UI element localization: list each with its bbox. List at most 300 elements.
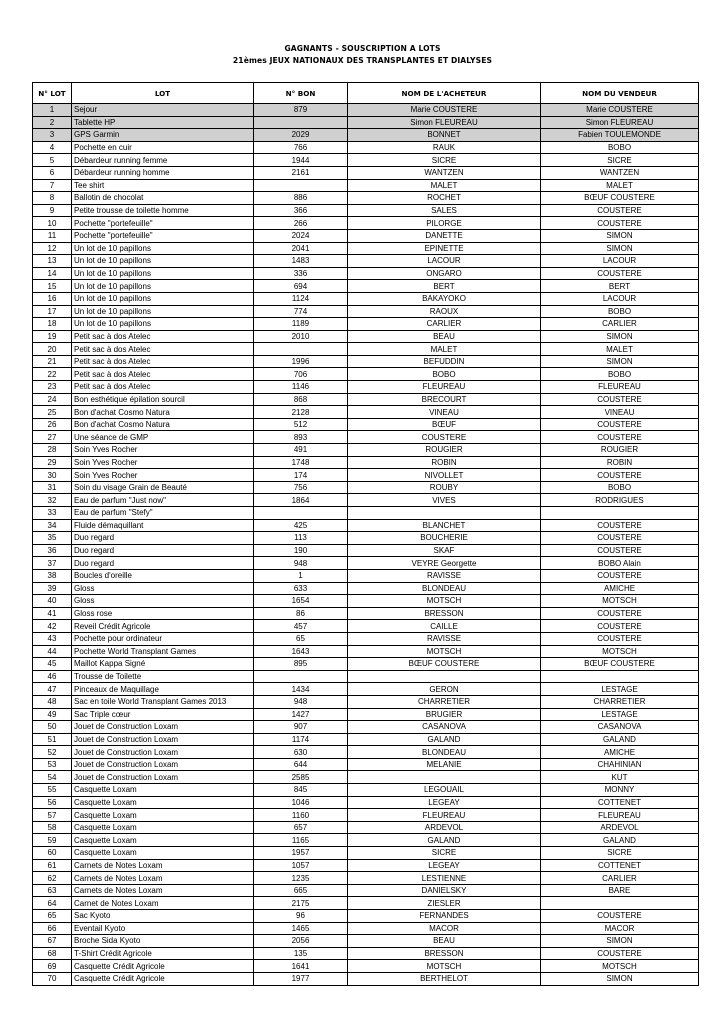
bon-number-cell: 1654 bbox=[254, 595, 348, 608]
lot-name-cell: Débardeur running homme bbox=[72, 166, 254, 179]
lot-name-cell: Jouet de Construction Loxam bbox=[72, 721, 254, 734]
table-row bbox=[33, 972, 699, 985]
lot-name-cell: Petite trousse de toilette homme bbox=[72, 204, 254, 217]
lot-number-cell: 29 bbox=[33, 456, 72, 469]
seller-name-cell: AMICHE bbox=[541, 582, 699, 595]
seller-name-cell: BERT bbox=[541, 280, 699, 293]
table-row bbox=[33, 204, 699, 217]
table-row bbox=[33, 494, 699, 507]
bon-number-cell: 190 bbox=[254, 544, 348, 557]
header-acheteur: NOM DE L'ACHETEUR bbox=[348, 83, 541, 104]
lot-number-cell: 68 bbox=[33, 947, 72, 960]
lot-name-cell: Jouet de Construction Loxam bbox=[72, 733, 254, 746]
table-row bbox=[33, 381, 699, 394]
buyer-name-cell: BEAU bbox=[348, 935, 541, 948]
bon-number-cell: 633 bbox=[254, 582, 348, 595]
table-row bbox=[33, 305, 699, 318]
bon-number-cell: 96 bbox=[254, 910, 348, 923]
lot-number-cell: 48 bbox=[33, 695, 72, 708]
lot-number-cell: 16 bbox=[33, 292, 72, 305]
buyer-name-cell bbox=[348, 670, 541, 683]
lot-name-cell: Casquette Crédit Agricole bbox=[72, 972, 254, 985]
seller-name-cell: MOTSCH bbox=[541, 595, 699, 608]
seller-name-cell: MONNY bbox=[541, 784, 699, 797]
lot-name-cell: Jouet de Construction Loxam bbox=[72, 758, 254, 771]
header-vendeur: NOM DU VENDEUR bbox=[541, 83, 699, 104]
bon-number-cell: 868 bbox=[254, 393, 348, 406]
lot-number-cell: 17 bbox=[33, 305, 72, 318]
lot-number-cell: 70 bbox=[33, 972, 72, 985]
table-row bbox=[33, 620, 699, 633]
table-row bbox=[33, 292, 699, 305]
bon-number-cell: 266 bbox=[254, 217, 348, 230]
lot-name-cell: Casquette Loxam bbox=[72, 796, 254, 809]
lot-name-cell: Un lot de 10 papillons bbox=[72, 305, 254, 318]
lot-name-cell: Un lot de 10 papillons bbox=[72, 267, 254, 280]
lot-name-cell: Petit sac à dos Atelec bbox=[72, 330, 254, 343]
buyer-name-cell: MOTSCH bbox=[348, 595, 541, 608]
buyer-name-cell: BERTHELOT bbox=[348, 972, 541, 985]
lot-name-cell: Maillot Kappa Signé bbox=[72, 658, 254, 671]
lot-number-cell: 51 bbox=[33, 733, 72, 746]
seller-name-cell: SIMON bbox=[541, 242, 699, 255]
lot-name-cell: Carnets de Notes Loxam bbox=[72, 884, 254, 897]
seller-name-cell: CASANOVA bbox=[541, 721, 699, 734]
lot-name-cell: Un lot de 10 papillons bbox=[72, 280, 254, 293]
seller-name-cell: BOBO bbox=[541, 141, 699, 154]
lot-number-cell: 34 bbox=[33, 519, 72, 532]
lot-name-cell: Casquette Loxam bbox=[72, 834, 254, 847]
buyer-name-cell: GERON bbox=[348, 683, 541, 696]
lot-number-cell: 26 bbox=[33, 418, 72, 431]
buyer-name-cell: BOBO bbox=[348, 368, 541, 381]
buyer-name-cell: BLANCHET bbox=[348, 519, 541, 532]
bon-number-cell: 366 bbox=[254, 204, 348, 217]
table-row bbox=[33, 330, 699, 343]
seller-name-cell: COUSTERE bbox=[541, 632, 699, 645]
table-row bbox=[33, 834, 699, 847]
table-row bbox=[33, 632, 699, 645]
bon-number-cell: 425 bbox=[254, 519, 348, 532]
buyer-name-cell: DANETTE bbox=[348, 229, 541, 242]
table-row bbox=[33, 532, 699, 545]
buyer-name-cell: ROCHET bbox=[348, 192, 541, 205]
buyer-name-cell: BEFUDDIN bbox=[348, 355, 541, 368]
bon-number-cell: 1748 bbox=[254, 456, 348, 469]
lot-name-cell: Un lot de 10 papillons bbox=[72, 255, 254, 268]
lot-name-cell: Soin Yves Rocher bbox=[72, 444, 254, 457]
lot-number-cell: 3 bbox=[33, 129, 72, 142]
bon-number-cell: 1146 bbox=[254, 381, 348, 394]
lot-number-cell: 58 bbox=[33, 821, 72, 834]
lot-name-cell: GPS Garmin bbox=[72, 129, 254, 142]
lot-name-cell: Jouet de Construction Loxam bbox=[72, 771, 254, 784]
bon-number-cell: 1427 bbox=[254, 708, 348, 721]
table-row bbox=[33, 456, 699, 469]
table-row bbox=[33, 809, 699, 822]
lot-name-cell: Tablette HP bbox=[72, 116, 254, 129]
lot-name-cell: Casquette Loxam bbox=[72, 821, 254, 834]
lot-number-cell: 62 bbox=[33, 872, 72, 885]
lot-number-cell: 60 bbox=[33, 847, 72, 860]
seller-name-cell: BOBO bbox=[541, 481, 699, 494]
seller-name-cell: COUSTERE bbox=[541, 910, 699, 923]
lot-number-cell: 69 bbox=[33, 960, 72, 973]
bon-number-cell: 1174 bbox=[254, 733, 348, 746]
table-row bbox=[33, 418, 699, 431]
table-row bbox=[33, 897, 699, 910]
lot-number-cell: 65 bbox=[33, 910, 72, 923]
lot-number-cell: 46 bbox=[33, 670, 72, 683]
bon-number-cell: 1160 bbox=[254, 809, 348, 822]
bon-number-cell: 694 bbox=[254, 280, 348, 293]
seller-name-cell: Marie COUSTERE bbox=[541, 104, 699, 117]
seller-name-cell: SIMON bbox=[541, 330, 699, 343]
buyer-name-cell: BOUCHERIE bbox=[348, 532, 541, 545]
lot-name-cell: Petit sac à dos Atelec bbox=[72, 343, 254, 356]
lot-number-cell: 23 bbox=[33, 381, 72, 394]
table-row bbox=[33, 658, 699, 671]
lot-name-cell: Tee shirt bbox=[72, 179, 254, 192]
seller-name-cell: COTTENET bbox=[541, 796, 699, 809]
buyer-name-cell: MELANIE bbox=[348, 758, 541, 771]
seller-name-cell: MOTSCH bbox=[541, 960, 699, 973]
lot-number-cell: 4 bbox=[33, 141, 72, 154]
seller-name-cell: RODRIGUES bbox=[541, 494, 699, 507]
table-row bbox=[33, 859, 699, 872]
seller-name-cell: COUSTERE bbox=[541, 544, 699, 557]
seller-name-cell: COUSTERE bbox=[541, 569, 699, 582]
seller-name-cell: LACOUR bbox=[541, 292, 699, 305]
seller-name-cell: MALET bbox=[541, 343, 699, 356]
lot-name-cell: Fluide démaquillant bbox=[72, 519, 254, 532]
table-row bbox=[33, 670, 699, 683]
seller-name-cell: COUSTERE bbox=[541, 267, 699, 280]
seller-name-cell: BOBO bbox=[541, 368, 699, 381]
buyer-name-cell: LACOUR bbox=[348, 255, 541, 268]
table-row bbox=[33, 695, 699, 708]
buyer-name-cell: MOTSCH bbox=[348, 645, 541, 658]
lot-name-cell: Bon d'achat Cosmo Natura bbox=[72, 418, 254, 431]
lot-number-cell: 14 bbox=[33, 267, 72, 280]
lot-number-cell: 33 bbox=[33, 507, 72, 520]
bon-number-cell: 1189 bbox=[254, 318, 348, 331]
buyer-name-cell: BEAU bbox=[348, 330, 541, 343]
table-row bbox=[33, 947, 699, 960]
lot-name-cell: Un lot de 10 papillons bbox=[72, 242, 254, 255]
bon-number-cell: 1124 bbox=[254, 292, 348, 305]
lot-name-cell: Pochette "portefeuille" bbox=[72, 229, 254, 242]
lot-name-cell: Une séance de GMP bbox=[72, 431, 254, 444]
buyer-name-cell: RAUK bbox=[348, 141, 541, 154]
buyer-name-cell: LEGEAY bbox=[348, 796, 541, 809]
buyer-name-cell: LESTIENNE bbox=[348, 872, 541, 885]
lot-number-cell: 9 bbox=[33, 204, 72, 217]
lot-name-cell: Petit sac à dos Atelec bbox=[72, 355, 254, 368]
lot-number-cell: 63 bbox=[33, 884, 72, 897]
seller-name-cell: COUSTERE bbox=[541, 469, 699, 482]
lot-number-cell: 32 bbox=[33, 494, 72, 507]
seller-name-cell: SICRE bbox=[541, 847, 699, 860]
bon-number-cell: 1957 bbox=[254, 847, 348, 860]
document-title: GAGNANTS - SOUSCRIPTION A LOTS bbox=[284, 44, 441, 53]
seller-name-cell: CHAHINIAN bbox=[541, 758, 699, 771]
lot-number-cell: 45 bbox=[33, 658, 72, 671]
buyer-name-cell bbox=[348, 771, 541, 784]
table-row bbox=[33, 582, 699, 595]
bon-number-cell: 1977 bbox=[254, 972, 348, 985]
seller-name-cell: Simon FLEUREAU bbox=[541, 116, 699, 129]
buyer-name-cell: MALET bbox=[348, 179, 541, 192]
lot-number-cell: 31 bbox=[33, 481, 72, 494]
bon-number-cell: 1944 bbox=[254, 154, 348, 167]
seller-name-cell: BOBO Alain bbox=[541, 557, 699, 570]
buyer-name-cell: RAVISSE bbox=[348, 632, 541, 645]
lot-number-cell: 21 bbox=[33, 355, 72, 368]
seller-name-cell: SIMON bbox=[541, 229, 699, 242]
table-row bbox=[33, 771, 699, 784]
table-row bbox=[33, 229, 699, 242]
buyer-name-cell: BERT bbox=[348, 280, 541, 293]
lot-name-cell: Eau de parfum "Just now" bbox=[72, 494, 254, 507]
bon-number-cell: 2029 bbox=[254, 129, 348, 142]
bon-number-cell: 491 bbox=[254, 444, 348, 457]
seller-name-cell: LACOUR bbox=[541, 255, 699, 268]
table-row bbox=[33, 544, 699, 557]
bon-number-cell: 644 bbox=[254, 758, 348, 771]
lot-name-cell: Duo regard bbox=[72, 544, 254, 557]
bon-number-cell: 1641 bbox=[254, 960, 348, 973]
seller-name-cell: ARDEVOL bbox=[541, 821, 699, 834]
seller-name-cell: COUSTERE bbox=[541, 204, 699, 217]
buyer-name-cell: ARDEVOL bbox=[348, 821, 541, 834]
header-no-lot: N° LOT bbox=[33, 83, 72, 104]
lot-number-cell: 13 bbox=[33, 255, 72, 268]
seller-name-cell: WANTZEN bbox=[541, 166, 699, 179]
buyer-name-cell: ROBIN bbox=[348, 456, 541, 469]
bon-number-cell bbox=[254, 343, 348, 356]
bon-number-cell: 86 bbox=[254, 607, 348, 620]
buyer-name-cell: VINEAU bbox=[348, 406, 541, 419]
lot-name-cell: Sac Kyoto bbox=[72, 910, 254, 923]
lot-name-cell: Un lot de 10 papillons bbox=[72, 292, 254, 305]
table-row bbox=[33, 683, 699, 696]
seller-name-cell: BŒUF COUSTERE bbox=[541, 192, 699, 205]
bon-number-cell: 65 bbox=[254, 632, 348, 645]
buyer-name-cell: CHARRETIER bbox=[348, 695, 541, 708]
seller-name-cell: COUSTERE bbox=[541, 431, 699, 444]
seller-name-cell: SIMON bbox=[541, 355, 699, 368]
table-row bbox=[33, 469, 699, 482]
table-row bbox=[33, 746, 699, 759]
lot-number-cell: 37 bbox=[33, 557, 72, 570]
table-row bbox=[33, 847, 699, 860]
bon-number-cell: 1046 bbox=[254, 796, 348, 809]
lot-name-cell: Casquette Loxam bbox=[72, 847, 254, 860]
lot-name-cell: Casquette Loxam bbox=[72, 809, 254, 822]
buyer-name-cell: DANIELSKY bbox=[348, 884, 541, 897]
lot-name-cell: Bon d'achat Cosmo Natura bbox=[72, 406, 254, 419]
seller-name-cell: MOTSCH bbox=[541, 645, 699, 658]
lot-name-cell: Eventail Kyoto bbox=[72, 922, 254, 935]
bon-number-cell: 2128 bbox=[254, 406, 348, 419]
seller-name-cell: GALAND bbox=[541, 834, 699, 847]
buyer-name-cell: SICRE bbox=[348, 154, 541, 167]
seller-name-cell: COUSTERE bbox=[541, 418, 699, 431]
buyer-name-cell: VIVES bbox=[348, 494, 541, 507]
lot-name-cell: Ballotin de chocolat bbox=[72, 192, 254, 205]
buyer-name-cell: Marie COUSTERE bbox=[348, 104, 541, 117]
buyer-name-cell: COUSTERE bbox=[348, 431, 541, 444]
lot-name-cell: Carnet de Notes Loxam bbox=[72, 897, 254, 910]
table-row bbox=[33, 708, 699, 721]
lot-number-cell: 43 bbox=[33, 632, 72, 645]
table-row bbox=[33, 507, 699, 520]
seller-name-cell: LESTAGE bbox=[541, 683, 699, 696]
lot-name-cell: T-Shirt Crédit Agricole bbox=[72, 947, 254, 960]
buyer-name-cell: MACOR bbox=[348, 922, 541, 935]
buyer-name-cell: BRUGIER bbox=[348, 708, 541, 721]
buyer-name-cell: EPINETTE bbox=[348, 242, 541, 255]
lot-number-cell: 59 bbox=[33, 834, 72, 847]
bon-number-cell bbox=[254, 507, 348, 520]
lot-number-cell: 7 bbox=[33, 179, 72, 192]
bon-number-cell: 879 bbox=[254, 104, 348, 117]
lot-name-cell: Petit sac à dos Atelec bbox=[72, 368, 254, 381]
lot-number-cell: 11 bbox=[33, 229, 72, 242]
lot-name-cell: Pinceaux de Maquillage bbox=[72, 683, 254, 696]
buyer-name-cell: BŒUF COUSTERE bbox=[348, 658, 541, 671]
buyer-name-cell: RAOUX bbox=[348, 305, 541, 318]
lot-number-cell: 35 bbox=[33, 532, 72, 545]
table-row bbox=[33, 406, 699, 419]
lot-number-cell: 38 bbox=[33, 569, 72, 582]
lot-name-cell: Boucles d'oreille bbox=[72, 569, 254, 582]
bon-number-cell: 1465 bbox=[254, 922, 348, 935]
table-row bbox=[33, 318, 699, 331]
buyer-name-cell: GALAND bbox=[348, 834, 541, 847]
bon-number-cell: 774 bbox=[254, 305, 348, 318]
lot-number-cell: 6 bbox=[33, 166, 72, 179]
bon-number-cell: 174 bbox=[254, 469, 348, 482]
table-row bbox=[33, 519, 699, 532]
buyer-name-cell: CARLIER bbox=[348, 318, 541, 331]
seller-name-cell: COUSTERE bbox=[541, 519, 699, 532]
buyer-name-cell: RAVISSE bbox=[348, 569, 541, 582]
buyer-name-cell: WANTZEN bbox=[348, 166, 541, 179]
lot-number-cell: 27 bbox=[33, 431, 72, 444]
bon-number-cell: 630 bbox=[254, 746, 348, 759]
lot-name-cell: Trousse de Toilette bbox=[72, 670, 254, 683]
header-no-bon: N° BON bbox=[254, 83, 348, 104]
seller-name-cell: BOBO bbox=[541, 305, 699, 318]
table-row bbox=[33, 872, 699, 885]
bon-number-cell: 1643 bbox=[254, 645, 348, 658]
buyer-name-cell: FERNANDES bbox=[348, 910, 541, 923]
bon-number-cell: 336 bbox=[254, 267, 348, 280]
seller-name-cell: COUSTERE bbox=[541, 947, 699, 960]
bon-number-cell: 1165 bbox=[254, 834, 348, 847]
lot-number-cell: 39 bbox=[33, 582, 72, 595]
buyer-name-cell: PILORGE bbox=[348, 217, 541, 230]
seller-name-cell bbox=[541, 897, 699, 910]
bon-number-cell: 948 bbox=[254, 557, 348, 570]
bon-number-cell: 512 bbox=[254, 418, 348, 431]
bon-number-cell: 756 bbox=[254, 481, 348, 494]
buyer-name-cell: BŒUF bbox=[348, 418, 541, 431]
lot-name-cell: Sac Triple cœur bbox=[72, 708, 254, 721]
bon-number-cell: 948 bbox=[254, 695, 348, 708]
seller-name-cell: MACOR bbox=[541, 922, 699, 935]
buyer-name-cell: MOTSCH bbox=[348, 960, 541, 973]
lot-name-cell: Eau de parfum "Stefy" bbox=[72, 507, 254, 520]
seller-name-cell: COUSTERE bbox=[541, 620, 699, 633]
buyer-name-cell: SICRE bbox=[348, 847, 541, 860]
lot-number-cell: 5 bbox=[33, 154, 72, 167]
lot-number-cell: 64 bbox=[33, 897, 72, 910]
seller-name-cell: FLEUREAU bbox=[541, 381, 699, 394]
buyer-name-cell: ONGARO bbox=[348, 267, 541, 280]
table-row bbox=[33, 645, 699, 658]
table-row bbox=[33, 595, 699, 608]
table-row bbox=[33, 557, 699, 570]
seller-name-cell: BARE bbox=[541, 884, 699, 897]
table-row bbox=[33, 910, 699, 923]
lot-number-cell: 15 bbox=[33, 280, 72, 293]
lot-name-cell: Pochette en cuir bbox=[72, 141, 254, 154]
table-row bbox=[33, 884, 699, 897]
table-row bbox=[33, 217, 699, 230]
buyer-name-cell: BONNET bbox=[348, 129, 541, 142]
table-row bbox=[33, 280, 699, 293]
seller-name-cell: COTTENET bbox=[541, 859, 699, 872]
table-row bbox=[33, 393, 699, 406]
lot-number-cell: 36 bbox=[33, 544, 72, 557]
buyer-name-cell: BLONDEAU bbox=[348, 582, 541, 595]
buyer-name-cell: Simon FLEUREAU bbox=[348, 116, 541, 129]
buyer-name-cell: BLONDEAU bbox=[348, 746, 541, 759]
lot-name-cell: Un lot de 10 papillons bbox=[72, 318, 254, 331]
table-row bbox=[33, 784, 699, 797]
buyer-name-cell: FLEUREAU bbox=[348, 809, 541, 822]
seller-name-cell: MALET bbox=[541, 179, 699, 192]
bon-number-cell: 1057 bbox=[254, 859, 348, 872]
bon-number-cell bbox=[254, 116, 348, 129]
buyer-name-cell: CAILLE bbox=[348, 620, 541, 633]
bon-number-cell: 113 bbox=[254, 532, 348, 545]
table-row bbox=[33, 431, 699, 444]
seller-name-cell: COUSTERE bbox=[541, 532, 699, 545]
table-row bbox=[33, 104, 699, 117]
buyer-name-cell: GALAND bbox=[348, 733, 541, 746]
bon-number-cell: 893 bbox=[254, 431, 348, 444]
lot-number-cell: 66 bbox=[33, 922, 72, 935]
lot-name-cell: Broche Sida Kyoto bbox=[72, 935, 254, 948]
bon-number-cell: 2585 bbox=[254, 771, 348, 784]
bon-number-cell: 2161 bbox=[254, 166, 348, 179]
table-row bbox=[33, 607, 699, 620]
seller-name-cell: LESTAGE bbox=[541, 708, 699, 721]
bon-number-cell: 2010 bbox=[254, 330, 348, 343]
table-row bbox=[33, 821, 699, 834]
bon-number-cell: 1483 bbox=[254, 255, 348, 268]
lot-number-cell: 20 bbox=[33, 343, 72, 356]
table-row bbox=[33, 343, 699, 356]
document-subtitle: 21èmes JEUX NATIONAUX DES TRANSPLANTES ET DIALYSES bbox=[232, 56, 493, 65]
table-row bbox=[33, 255, 699, 268]
bon-number-cell: 657 bbox=[254, 821, 348, 834]
table-row bbox=[33, 192, 699, 205]
